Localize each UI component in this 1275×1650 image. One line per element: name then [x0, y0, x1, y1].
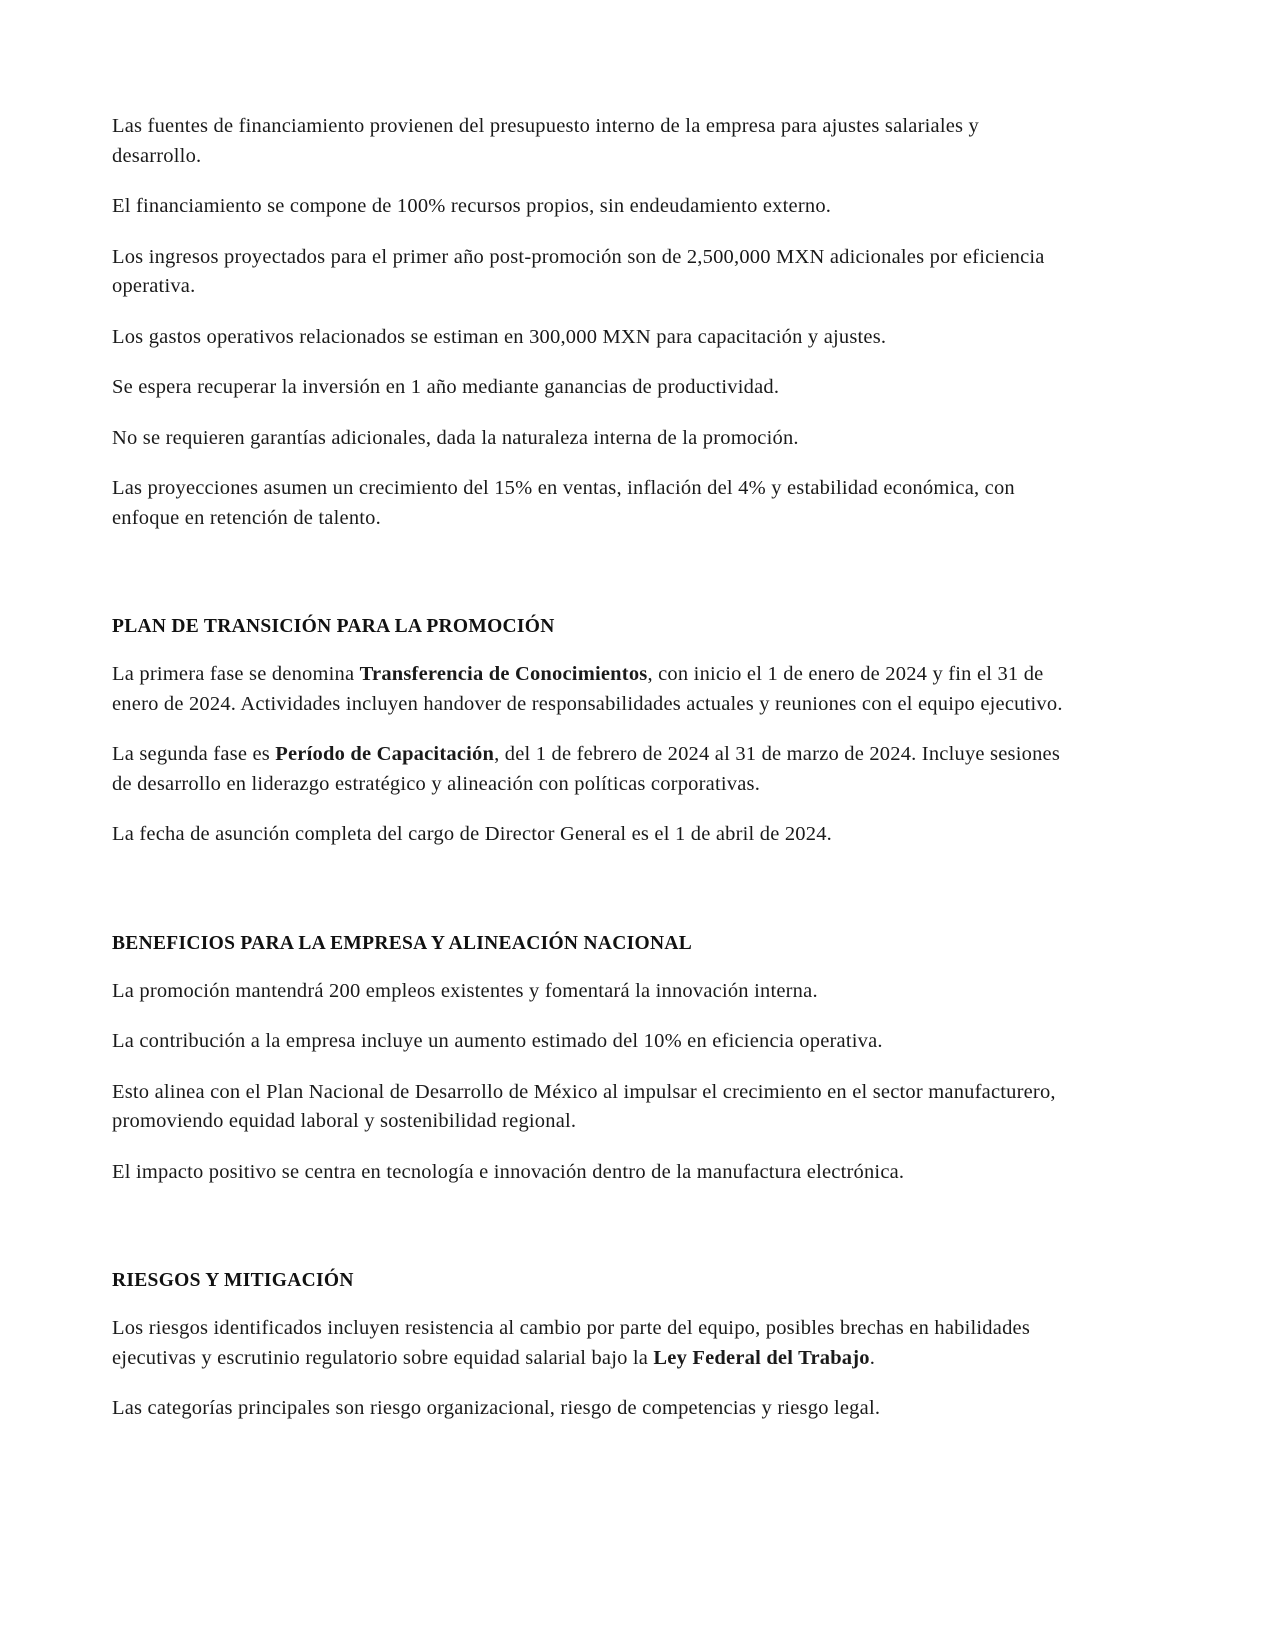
section-spacer: [112, 554, 1070, 614]
section-spacer: [112, 871, 1070, 931]
section-spacer: [112, 1208, 1070, 1268]
heading-transition-plan: PLAN DE TRANSICIÓN PARA LA PROMOCIÓN: [112, 616, 555, 637]
plain-text: , del 1 de febrero de 2024 al 31 de marzo de 2024. Incluye sesiones de desarrollo en liderazgo estratégico y alineación con políticas corporativas.: [112, 743, 1061, 795]
plain-text: .: [869, 1346, 876, 1369]
document-body: [112, 112, 1070, 1445]
paragraph-assumption-date: La fecha de asunción completa del cargo de Director General es el 1 de abril de 2024.: [112, 823, 832, 845]
plain-text: Los riesgos identificados incluyen resistencia al cambio por parte del equipo, posibles brechas en habilidades ejecutivas y escrutinio regulatorio sobre equidad salarial bajo la: [112, 1317, 1031, 1369]
plain-text: La segunda fase es: [112, 743, 276, 765]
plain-text: La primera fase se denomina: [112, 663, 360, 685]
paragraph-investment-recovery: Se espera recuperar la inversión en 1 año mediante ganancias de productividad.: [112, 376, 780, 398]
emphasis-text: Período de Capacitación: [275, 743, 495, 765]
paragraph-funding-sources: Las fuentes de financiamiento provienen del presupuesto interno de la empresa para ajustes salariales y desarrollo.: [112, 115, 979, 167]
heading-risks-mitigation: RIESGOS Y MITIGACIÓN: [112, 1270, 354, 1291]
paragraph-national-plan-alignment: Esto alinea con el Plan Nacional de Desarrollo de México al impulsar el crecimiento en el sector manufacturero, promoviendo equidad laboral y sostenibilidad regional.: [112, 1080, 1056, 1132]
plain-text: , con inicio el 1 de enero de 2024 y fin el 31 de enero de 2024. Actividades incluyen handover de responsabilidades actuales y reuniones con el equipo ejecutivo.: [112, 663, 1063, 715]
emphasis-text: Transferencia de Conocimientos: [359, 663, 648, 685]
paragraph-identified-risks: [112, 1314, 1070, 1373]
paragraph-funding-composition: El financiamiento se compone de 100% recursos propios, sin endeudamiento externo.: [112, 195, 832, 217]
paragraph-projections-assumptions: Las proyecciones asumen un crecimiento del 15% en ventas, inflación del 4% y estabilidad económica, con enfoque en retención de talento.: [112, 477, 1015, 529]
heading-company-benefits: BENEFICIOS PARA LA EMPRESA Y ALINEACIÓN NACIONAL: [112, 932, 692, 954]
paragraph-operating-expenses: Los gastos operativos relacionados se estiman en 300,000 MXN para capacitación y ajustes.: [112, 325, 887, 348]
paragraph-second-phase: [112, 740, 1070, 799]
paragraph-projected-revenue: Los ingresos proyectados para el primer año post-promoción son de 2,500,000 MXN adicionales por eficiencia operativa.: [112, 245, 1045, 297]
emphasis-text: Ley Federal del Trabajo: [653, 1346, 870, 1369]
paragraph-guarantees: No se requieren garantías adicionales, dada la naturaleza interna de la promoción.: [112, 426, 799, 449]
paragraph-risk-categories: Las categorías principales son riesgo organizacional, riesgo de competencias y riesgo legal.: [112, 1397, 881, 1419]
paragraph-positive-impact: El impacto positivo se centra en tecnología e innovación dentro de la manufactura electrónica.: [112, 1160, 905, 1183]
paragraph-first-phase: [112, 660, 1070, 719]
paragraph-efficiency-contribution: La contribución a la empresa incluye un aumento estimado del 10% en eficiencia operativa.: [112, 1030, 883, 1052]
paragraph-jobs-maintained: La promoción mantendrá 200 empleos existentes y fomentará la innovación interna.: [112, 979, 818, 1002]
